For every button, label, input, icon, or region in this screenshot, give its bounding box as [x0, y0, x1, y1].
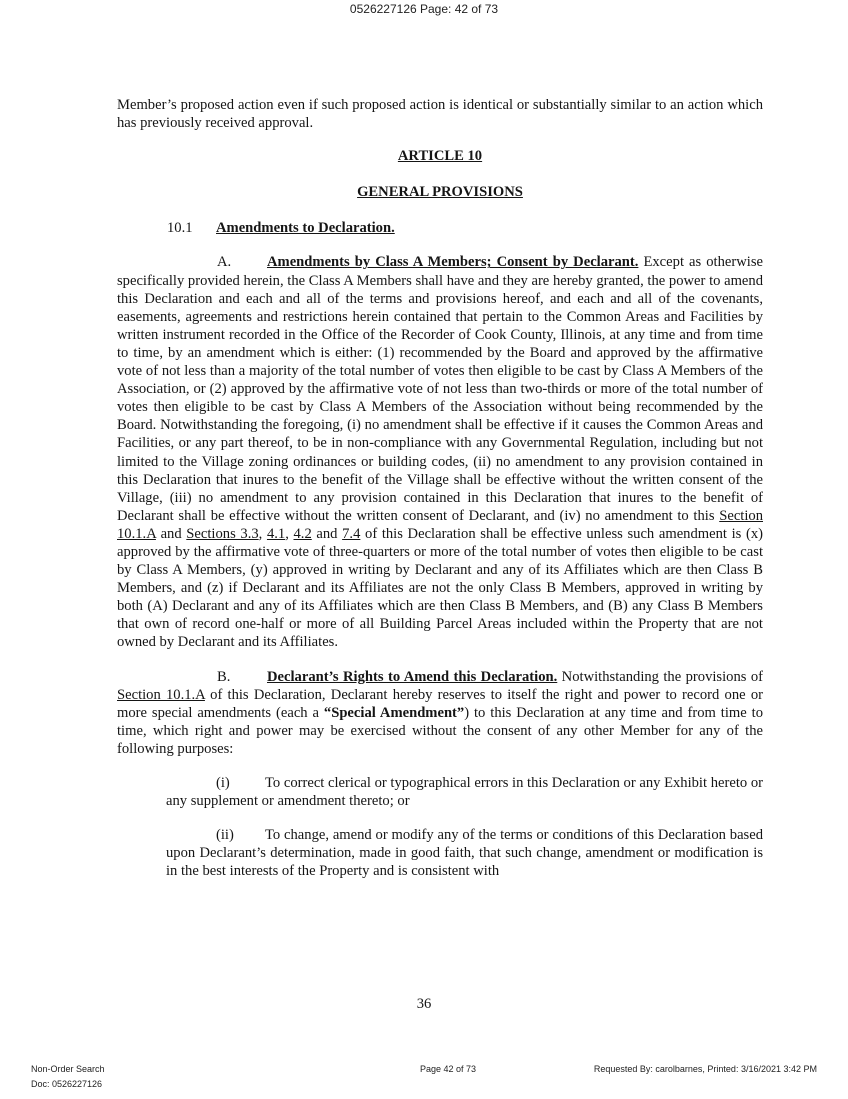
footer-left-line-2: Doc: 0526227126 — [31, 1079, 103, 1089]
list-item-text: To change, amend or modify any of the terms or conditions of this Declaration based upon Declarant’s determination, made in good faith, that such change, amendment or modification is in the best interests of the Property and is consistent with — [166, 827, 763, 880]
cross-reference: 7.4 — [342, 525, 361, 542]
list-item-text: To correct clerical or typographical errors in this Declaration or any Exhibit hereto or any supplement or amendment thereto; or — [166, 775, 763, 810]
cross-reference: Section 10.1.A — [117, 686, 205, 703]
paragraph-a-text: of this Declaration shall be effective unless such amendment is (x) approved by the affirmative vote of three-quarters or more of the total number of votes then eligible to be cast by Class A Members, (y) approved in writing by Declarant and any of its Affiliates which are then Class B Members, and (z) if Declarant and its Affiliates are not the only Class B Members, approved in writing by both (A) Declarant and any of its Affiliates which are then Class B Members, and (B) any Class B Members that own of record one-half or more of all Building Parcel Areas included within the Property that are not owned by Declarant and its Affiliates. — [117, 525, 763, 651]
paragraph-b-text: of this Declaration, Declarant hereby reserves to itself the right and power to record one or more special amendments (each a — [117, 686, 763, 721]
section-title: Amendments to Declaration. — [216, 220, 395, 237]
paragraph-a-text: and — [311, 525, 343, 542]
cross-reference: Sections 3.3 — [186, 525, 259, 542]
list-item-label: (i) — [216, 775, 230, 791]
cross-reference: 4.2 — [293, 525, 312, 542]
section-heading — [117, 219, 763, 237]
list-item-label: (ii) — [216, 827, 234, 844]
paragraph-a-letter: A. — [217, 254, 232, 271]
paragraph-a-heading: Amendments by Class A Members; Consent by Declarant. — [267, 254, 639, 271]
separator: , — [285, 525, 294, 542]
cross-reference: Section 10.1.A — [117, 507, 763, 542]
section-number: 10.1 — [167, 220, 193, 237]
paragraph-b-letter: B. — [217, 668, 231, 685]
paragraph-a-text: Except as otherwise specifically provided herein, the Class A Members shall have and they are hereby granted, the power to amend this Declaration and each and all of the terms and provisions hereof, and each and all of the covenants, easements, agreements and restrictions herein contained that pertain to the Common Areas and Facilities by written instrument recorded in the Office of the Recorder of Cook County, Illinois, at any time and from time to time, by an amendment which is either: (1) recommended by the Board and approved by the affirmative vote of not less than a majority of the total number of votes then eligible to be cast by Class A Members of the Association, or (2) approved by the affirmative vote of not less than two-thirds or more of the total number of votes then eligible to be cast by Class A Members of the Association without being recommended by the Board. Notwithstanding the foregoing, (i) no amendment shall be effective if it causes the Common Areas and Facilities, or any part thereof, to be in non-compliance with any Governmental Regulation, including but not limited to the Village zoning ordinances or building codes, (ii) no amendment to any provision contained in this Declaration that inures to the benefit of the Village shall be effective without the written consent of the Village, (iii) no amendment to any provision contained in this Declaration that inures to the benefit of Declarant shall be effective without the written consent of Declarant, and (iv) no amendment to this — [117, 254, 763, 524]
paragraph-b — [117, 668, 763, 758]
article-title: GENERAL PROVISIONS — [357, 184, 523, 201]
list-item-ii — [166, 826, 763, 880]
paragraph-b-text: ) to this Declaration at any time and from time to time, which right and power may be exercised without the consent of any other Member for any of the following purposes: — [117, 704, 763, 757]
page-number: 36 — [416, 996, 432, 1012]
paragraph-b-heading: Declarant’s Rights to Amend this Declaration. — [267, 668, 558, 685]
separator: , — [258, 525, 267, 542]
cross-reference: 4.1 — [266, 525, 286, 542]
paragraph-b-text: Notwithstanding the provisions of — [557, 668, 763, 685]
footer-center: Page 42 of 73 — [419, 1064, 477, 1074]
article-number: ARTICLE 10 — [397, 148, 483, 165]
footer-left-line-1: Non-Order Search — [31, 1064, 105, 1074]
footer-right: Requested By: carolbarnes, Printed: 3/16/2021 3:42 PM — [593, 1064, 817, 1074]
carryover-paragraph: Member’s proposed action even if such proposed action is identical or substantially similar to an action which has previously received approval. — [117, 97, 763, 132]
list-item-i — [166, 774, 763, 810]
defined-term: “Special Amendment” — [323, 704, 465, 721]
document-body — [117, 96, 763, 880]
paragraph-a — [117, 253, 763, 651]
paragraph-a-text: and — [155, 525, 187, 542]
document-page-header: 0526227126 Page: 42 of 73 — [349, 2, 499, 16]
